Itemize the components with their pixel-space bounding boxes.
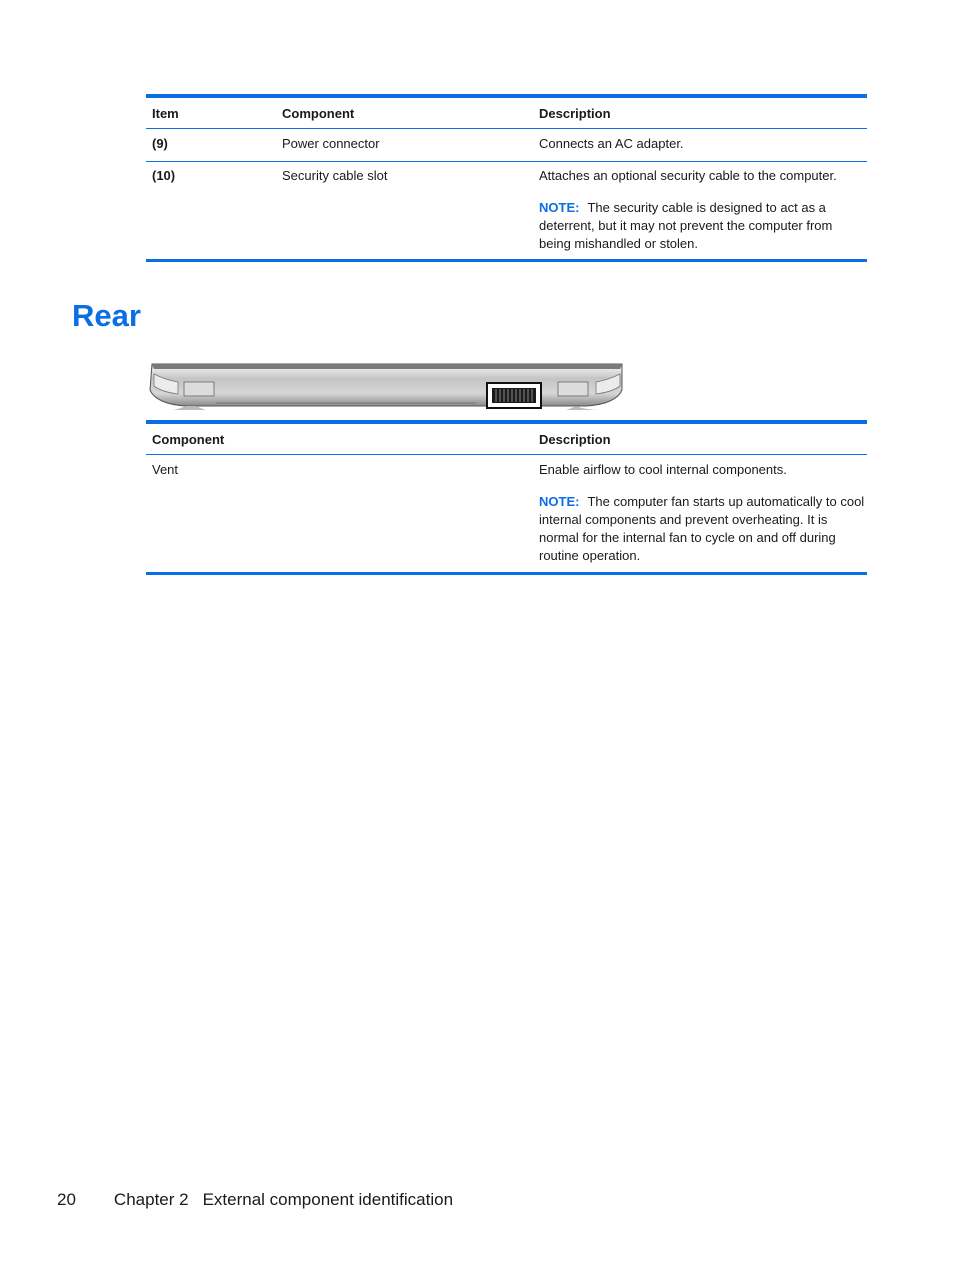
header-item: Item	[152, 106, 179, 121]
section-title: Rear	[72, 298, 141, 333]
row-item: (9)	[152, 136, 168, 151]
note	[539, 199, 865, 253]
table-header-row	[146, 98, 867, 129]
laptop-body	[150, 364, 622, 406]
left-foot	[184, 382, 214, 396]
table-bottom-rule	[146, 572, 867, 575]
note	[539, 493, 865, 565]
row-component: Security cable slot	[282, 168, 388, 183]
description-text: Enable airflow to cool internal components.	[539, 462, 787, 477]
row-component: Vent	[152, 462, 179, 477]
header-description: Description	[539, 432, 611, 447]
table-header-row	[146, 424, 867, 455]
row-description	[539, 461, 865, 565]
table-row	[146, 455, 867, 572]
description-text: Attaches an optional security cable to the computer.	[539, 168, 837, 183]
header-component: Component	[282, 106, 355, 121]
note-text: The computer fan starts up automatically to cool internal components and prevent overheating. It is normal for the internal fan to cycle on and off during routine operation.	[539, 494, 865, 563]
components-table-top	[146, 94, 867, 262]
note-text: The security cable is designed to act as a deterrent, but it may not prevent the computer from being mishandled or stolen.	[539, 200, 833, 251]
header-description: Description	[539, 106, 611, 121]
note-label: NOTE:	[539, 200, 580, 215]
page-number: 20	[57, 1190, 76, 1209]
table-row	[146, 162, 867, 259]
page-footer	[57, 1189, 453, 1211]
note-label: NOTE:	[539, 494, 580, 509]
chapter-title: External component identification	[202, 1190, 454, 1209]
row-component: Power connector	[282, 136, 380, 151]
lid-edge	[152, 364, 622, 369]
components-table-rear	[146, 420, 867, 575]
right-foot	[558, 382, 588, 396]
row-description: Connects an AC adapter.	[539, 136, 684, 151]
row-description	[539, 167, 865, 253]
row-item: (10)	[152, 168, 176, 183]
chapter-label: Chapter 2	[113, 1190, 189, 1209]
table-row	[146, 129, 867, 162]
table-bottom-rule	[146, 259, 867, 262]
header-component: Component	[152, 432, 225, 447]
vent-grille	[492, 388, 536, 403]
laptop-rear-illustration	[146, 360, 626, 412]
